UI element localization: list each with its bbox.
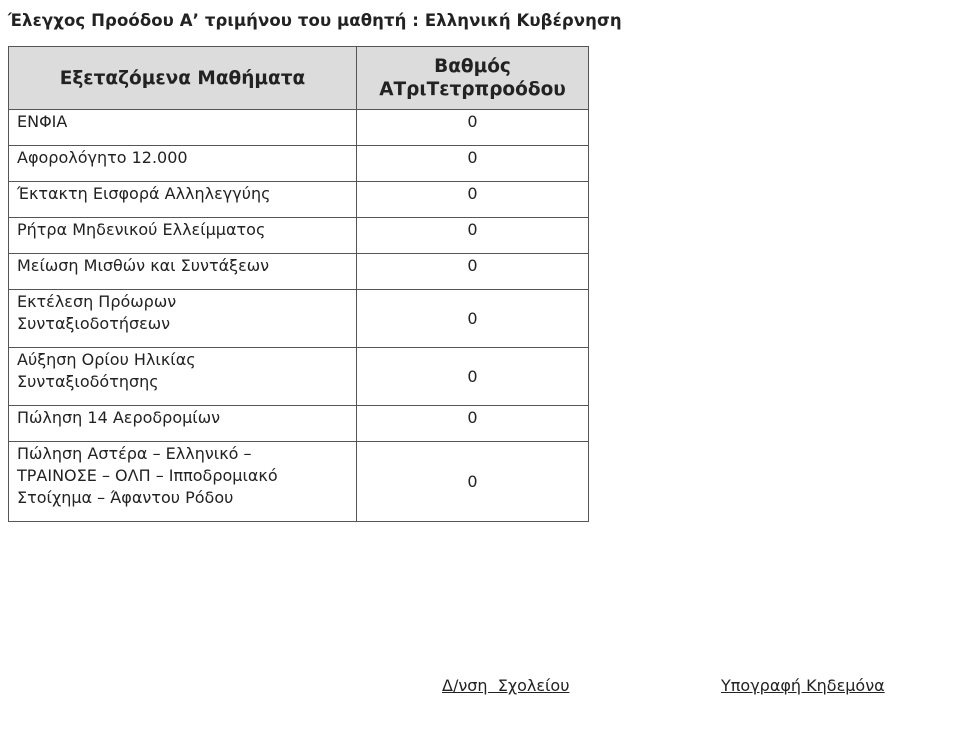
- subject-cell: Έκτακτη Εισφορά Αλληλεγγύης: [9, 182, 357, 218]
- table-row: [9, 146, 589, 182]
- subject-cell: Πώληση 14 Αεροδρομίων: [9, 406, 357, 442]
- page-title: Έλεγχος Προόδου Α’ τριμήνου του μαθητή : Ελληνική Κυβέρνηση: [8, 11, 622, 30]
- subject-line: Πώληση Αστέρα – Ελληνικό –: [17, 444, 252, 463]
- subject-cell: Ρήτρα Μηδενικού Ελλείμματος: [9, 218, 357, 254]
- table-row: [9, 182, 589, 218]
- guardian-signature-link[interactable]: Υπογραφή Κηδεμόνα: [721, 676, 885, 695]
- table-row: [9, 348, 589, 406]
- subject-line: Συνταξιοδότησης: [17, 372, 159, 391]
- grade-cell: 0: [357, 110, 589, 146]
- subject-line: Εκτέλεση Πρόωρων: [17, 292, 177, 311]
- table-row: [9, 406, 589, 442]
- subject-cell: ΕΝΦΙΑ: [9, 110, 357, 146]
- subject-cell: Μείωση Μισθών και Συντάξεων: [9, 254, 357, 290]
- subject-cell: Αφορολόγητο 12.000: [9, 146, 357, 182]
- subject-cell: [9, 442, 357, 522]
- subject-line: Συνταξιοδοτήσεων: [17, 314, 171, 333]
- grade-cell: 0: [357, 406, 589, 442]
- table-header-row: [9, 47, 589, 110]
- grade-cell: 0: [357, 290, 589, 348]
- subject-line: Στοίχημα – Άφαντου Ρόδου: [17, 488, 234, 507]
- grades-table: [8, 46, 589, 522]
- subject-line: ΤΡΑΙΝΟΣΕ – ΟΛΠ – Ιπποδρομιακό: [17, 466, 278, 485]
- grade-cell: 0: [357, 146, 589, 182]
- grade-cell: 0: [357, 254, 589, 290]
- subject-column-header: Εξεταζόμενα Μαθήματα: [9, 47, 357, 110]
- grade-header-line-2: ΑΤριΤετρπροόδου: [379, 79, 566, 100]
- grade-cell: 0: [357, 348, 589, 406]
- grade-header-line-1: Βαθμός: [434, 56, 511, 77]
- grade-cell: 0: [357, 182, 589, 218]
- grade-cell: 0: [357, 218, 589, 254]
- subject-line: Αύξηση Ορίου Ηλικίας: [17, 350, 196, 369]
- table-row: [9, 254, 589, 290]
- subject-cell: [9, 290, 357, 348]
- table-row: [9, 442, 589, 522]
- subject-cell: [9, 348, 357, 406]
- table-row: [9, 218, 589, 254]
- school-signature-link[interactable]: Δ/νση Σχολείου: [442, 676, 570, 695]
- table-row: [9, 110, 589, 146]
- grade-cell: 0: [357, 442, 589, 522]
- grade-column-header: [357, 47, 589, 110]
- table-row: [9, 290, 589, 348]
